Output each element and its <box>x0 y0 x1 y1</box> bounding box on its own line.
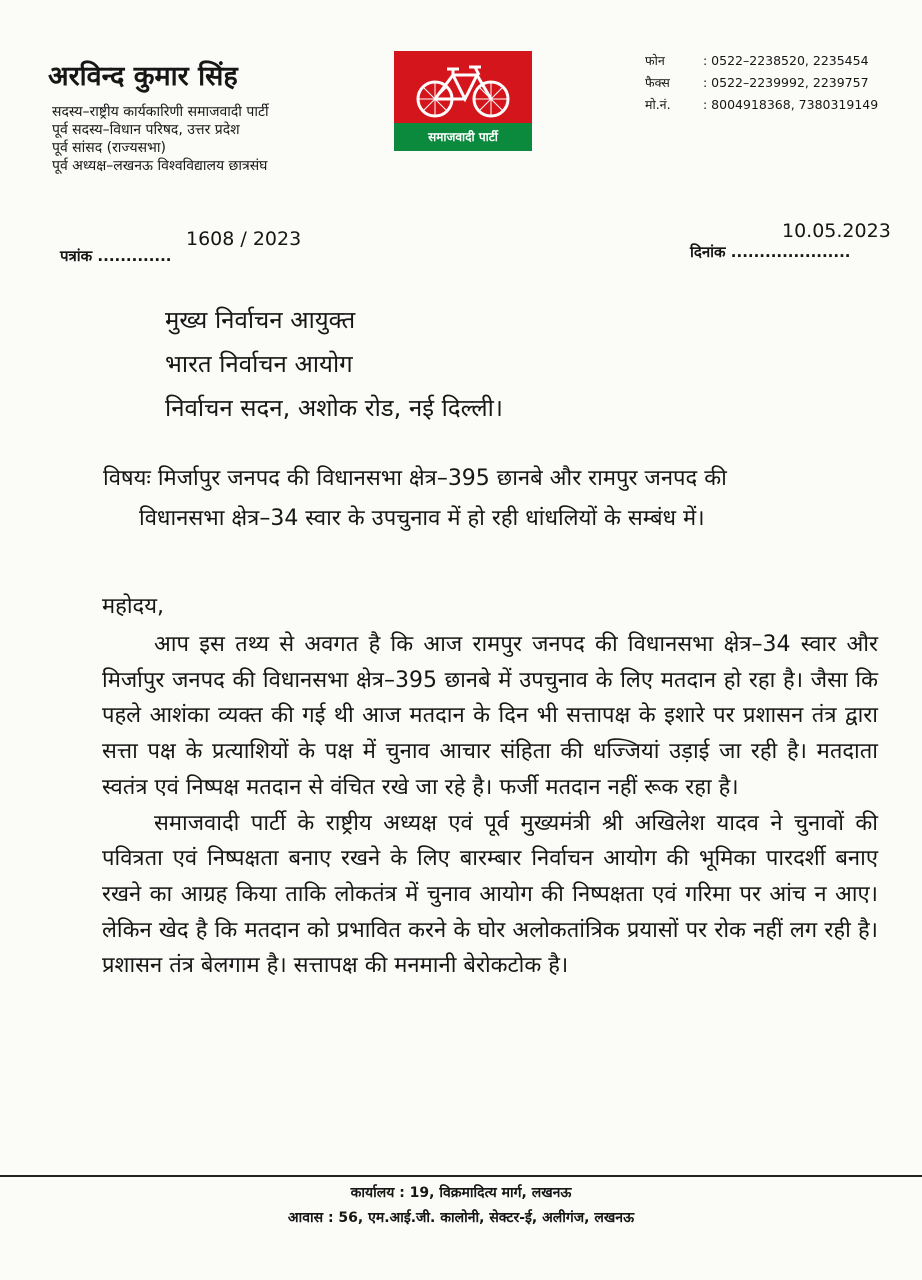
contact-label: फैक्स <box>645 75 670 90</box>
footer-office-address: कार्यालय : 19, विक्रमादित्य मार्ग, लखनऊ <box>350 1185 572 1201</box>
sender-role: पूर्व अध्यक्ष–लखनऊ विश्वविद्यालय छात्रसंघ <box>52 158 268 174</box>
contact-label: फोन <box>645 53 665 68</box>
addressee-block <box>165 298 503 430</box>
addressee-line: निर्वाचन सदन, अशोक रोड, नई दिल्ली। <box>165 394 503 422</box>
contact-label: मो.नं. <box>645 97 671 112</box>
bicycle-icon <box>413 61 513 119</box>
body-paragraph: समाजवादी पार्टी के राष्ट्रीय अध्यक्ष एवं पूर्व मुख्यमंत्री श्री अखिलेश यादव ने चुनावों की पवित्रता एवं निष्पक्षता बनाए रखने के लिए बारम्बार निर्वाचन आयोग की भूमिका पारदर्शी बनाए रखने का आग्रह किया ताकि लोकतंत्र में चुनाव आयोग की निष्पक्षता एवं गरिमा पर आंच न आए। लेकिन खेद है कि मतदान को प्रभावित करने के घोर अलोकतांत्रिक प्रयासों पर रोक नहीं लग रही है। प्रशासन तंत्र बेलगाम है। सत्तापक्ष की मनमानी बेरोकटोक है। <box>102 810 878 979</box>
contact-value: : 0522–2238520, 2235454 <box>703 53 869 68</box>
subject-line: विषयः मिर्जापुर जनपद की विधानसभा क्षेत्र–395 छानबे और रामपुर जनपद की <box>103 466 727 491</box>
contact-value: : 8004918368, 7380319149 <box>703 97 879 112</box>
date-label: दिनांक ..................... <box>690 243 851 261</box>
sender-name: अरविन्द कुमार सिंह <box>48 61 238 92</box>
sender-role: पूर्व सदस्य–विधान परिषद, उत्तर प्रदेश <box>52 122 240 138</box>
footer-residence-address: आवास : 56, एम.आई.जी. कालोनी, सेक्टर-ई, अलीगंज, लखनऊ <box>287 1210 635 1226</box>
contact-value: : 0522–2239992, 2239757 <box>703 75 869 90</box>
letter-date: 10.05.2023 <box>782 220 891 242</box>
salutation: महोदय, <box>102 594 164 619</box>
reference-number: 1608 / 2023 <box>186 228 302 250</box>
logo-text: समाजवादी पार्टी <box>428 130 498 144</box>
contact-phone <box>645 50 878 72</box>
subject-line: विधानसभा क्षेत्र–34 स्वार के उपचुनाव में हो रही धांधलियों के सम्बंध में। <box>139 506 705 531</box>
addressee-line: मुख्य निर्वाचन आयुक्त <box>165 306 356 334</box>
addressee-line: भारत निर्वाचन आयोग <box>165 350 353 378</box>
subject-block <box>103 459 873 539</box>
party-logo <box>394 51 532 151</box>
sender-roles <box>52 103 269 175</box>
contact-mobile <box>645 94 878 116</box>
sender-role: पूर्व सांसद (राज्यसभा) <box>52 140 166 156</box>
letter-body <box>102 627 878 984</box>
contact-fax <box>645 72 878 94</box>
reference-label: पत्रांक ............. <box>60 247 172 265</box>
body-paragraph: आप इस तथ्य से अवगत है कि आज रामपुर जनपद की विधानसभा क्षेत्र–34 स्वार और मिर्जापुर जनपद की विधानसभा क्षेत्र–395 छानबे में उपचुनाव के लिए मतदान हो रहा है। जैसा कि पहले आशंका व्यक्त की गई थी आज मतदान के दिन भी सत्तापक्ष के इशारे पर प्रशासन तंत्र द्वारा सत्ता पक्ष के प्रत्याशियों के पक्ष में चुनाव आचार संहिता की धज्जियां उड़ाई जा रही है। मतदाता स्वतंत्र एवं निष्पक्ष मतदान से वंचित रखे जा रहे है। फर्जी मतदान नहीं रूक रहा है। <box>102 632 878 800</box>
footer-divider <box>0 1175 922 1177</box>
sender-role: सदस्य–राष्ट्रीय कार्यकारिणी समाजवादी पार्टी <box>52 104 269 120</box>
contact-details <box>645 50 878 116</box>
